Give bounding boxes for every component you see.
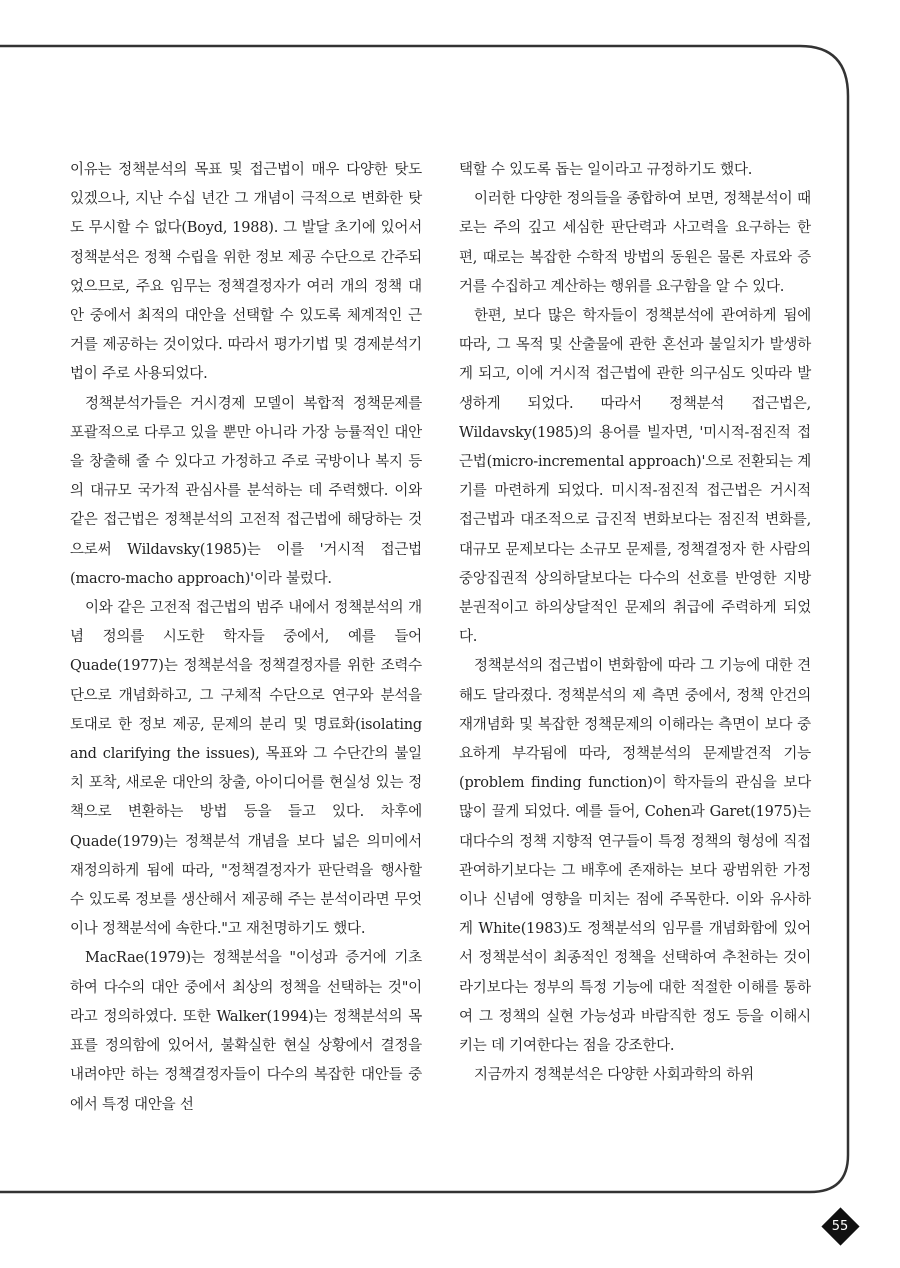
paragraph: 택할 수 있도록 돕는 일이라고 규정하기도 했다. xyxy=(459,162,753,178)
paragraph: 이유는 정책분석의 목표 및 접근법이 매우 다양한 탓도 있겠으나, 지난 수십 년간 그 개념이 극적으로 변화한 탓도 무시할 수 없다(Boyd, 1988). 그 발달 초기에 있어서 정책분석은 정책 수립을 위한 정보 제공 수단으로 간주되었으므로, 주요 임무는 정책결정자가 여러 개의 정책 대안 중에서 최적의 대안을 선택할 수 있도록 체계적인 근거를 제공하는 것이었다. 따라서 평가기법 및 경제분석기법이 주로 사용되었다. xyxy=(70,162,422,383)
page-number-text: 55 xyxy=(831,1218,849,1234)
paragraph: 지금까지 정책분석은 다양한 사회과학의 하위 xyxy=(474,1067,754,1084)
paragraph: MacRae(1979)는 정책분석을 "이성과 증거에 기초하여 다수의 대안 중에서 최상의 정책을 선택하는 것"이라고 정의하였다. 또한 Walker(1994)는 정책분석의 목표를 정의함에 있어서, 불확실한 현실 상황에서 결정을 내려야만 하는 정책결정자들이 다수의 복잡한 대안들 중에서 특정 대안을 선 xyxy=(70,950,422,1113)
paragraph: 한편, 보다 많은 학자들이 정책분석에 관여하게 됨에 따라, 그 목적 및 산출물에 관한 혼선과 불일치가 발생하게 되고, 이에 거시적 접근법에 관한 의구심도 잇따라 발생하게 되었다. 따라서 정책분석 접근법은, Wildavsky(1985)의 용어를 빌자면, '미시적-점진적 접근법(micro-incremental approach)'으로 전환되는 계기를 마련하게 되었다. 미시적-점진적 접근법은 거시적 접근법과 대조적으로 급진적 변화보다는 점진적 변화를, 대규모 문제보다는 소규모 문제를, 정책결정자 한 사람의 중앙집권적 상의하달보다는 다수의 선호를 반영한 지방분권적이고 하의상달적인 문제의 취급에 주력하게 되었다. xyxy=(459,308,811,646)
paragraph: 이러한 다양한 정의들을 종합하여 보면, 정책분석이 때로는 주의 깊고 세심한 판단력과 사고력을 요구하는 한편, 때로는 복잡한 수학적 방법의 동원은 물론 자료와 증거를 수집하고 계산하는 행위를 요구함을 알 수 있다. xyxy=(459,191,811,295)
paragraph: 이와 같은 고전적 접근법의 범주 내에서 정책분석의 개념 정의를 시도한 학자들 중에서, 예를 들어 Quade(1977)는 정책분석을 정책결정자를 위한 조력수단으로 개념화하고, 그 구체적 수단으로 연구와 분석을 토대로 한 정보 제공, 문제의 분리 및 명료화(isolating and clarifying the issues), 목표와 그 수단간의 불일치 포착, 새로운 대안의 창출, 아이디어를 현실성 있는 정책으로 변환하는 방법 등을 들고 있다. 차후에 Quade(1979)는 정책분석 개념을 보다 넓은 의미에서 재정의하게 됨에 따라, "정책결정자가 판단력을 행사할 수 있도록 정보를 생산해서 제공해 주는 분석이라면 무엇이나 정책분석에 속한다."고 재천명하기도 했다. xyxy=(70,600,422,938)
page-number xyxy=(820,1206,860,1246)
right-column xyxy=(459,156,811,1091)
paragraph: 정책분석가들은 거시경제 모델이 복합적 정책문제를 포괄적으로 다루고 있을 뿐만 아니라 가장 능률적인 대안을 창출해 줄 수 있다고 가정하고 주로 국방이나 복지 등의 대규모 국가적 관심사를 분석하는 데 주력했다. 이와 같은 접근법은 정책분석의 고전적 접근법에 해당하는 것으로써 Wildavsky(1985)는 이를 '거시적 접근법(macro-macho approach)'이라 불렀다. xyxy=(70,395,422,587)
paragraph: 정책분석의 접근법이 변화함에 따라 그 기능에 대한 견해도 달라졌다. 정책분석의 제 측면 중에서, 정책 안건의 재개념화 및 복잡한 정책문제의 이해라는 측면이 보다 중요하게 부각됨에 따라, 정책분석의 문제발견적 기능(problem finding function)이 학자들의 관심을 보다 많이 끌게 되었다. 예를 들어, Cohen과 Garet(1975)는 대다수의 정책 지향적 연구들이 특정 정책의 형성에 직접 관여하기보다는 그 배후에 존재하는 보다 광범위한 가정이나 신념에 영향을 미치는 점에 주목한다. 이와 유사하게 White(1983)도 정책분석의 임무를 개념화함에 있어서 정책분석이 최종적인 정책을 선택하여 추천하는 것이라기보다는 정부의 특정 기능에 대한 적절한 이해를 통하여 그 정책의 실현 가능성과 바람직한 정도 등을 이해시키는 데 기여한다는 점을 강조한다. xyxy=(459,658,811,1055)
left-column xyxy=(70,156,422,1120)
